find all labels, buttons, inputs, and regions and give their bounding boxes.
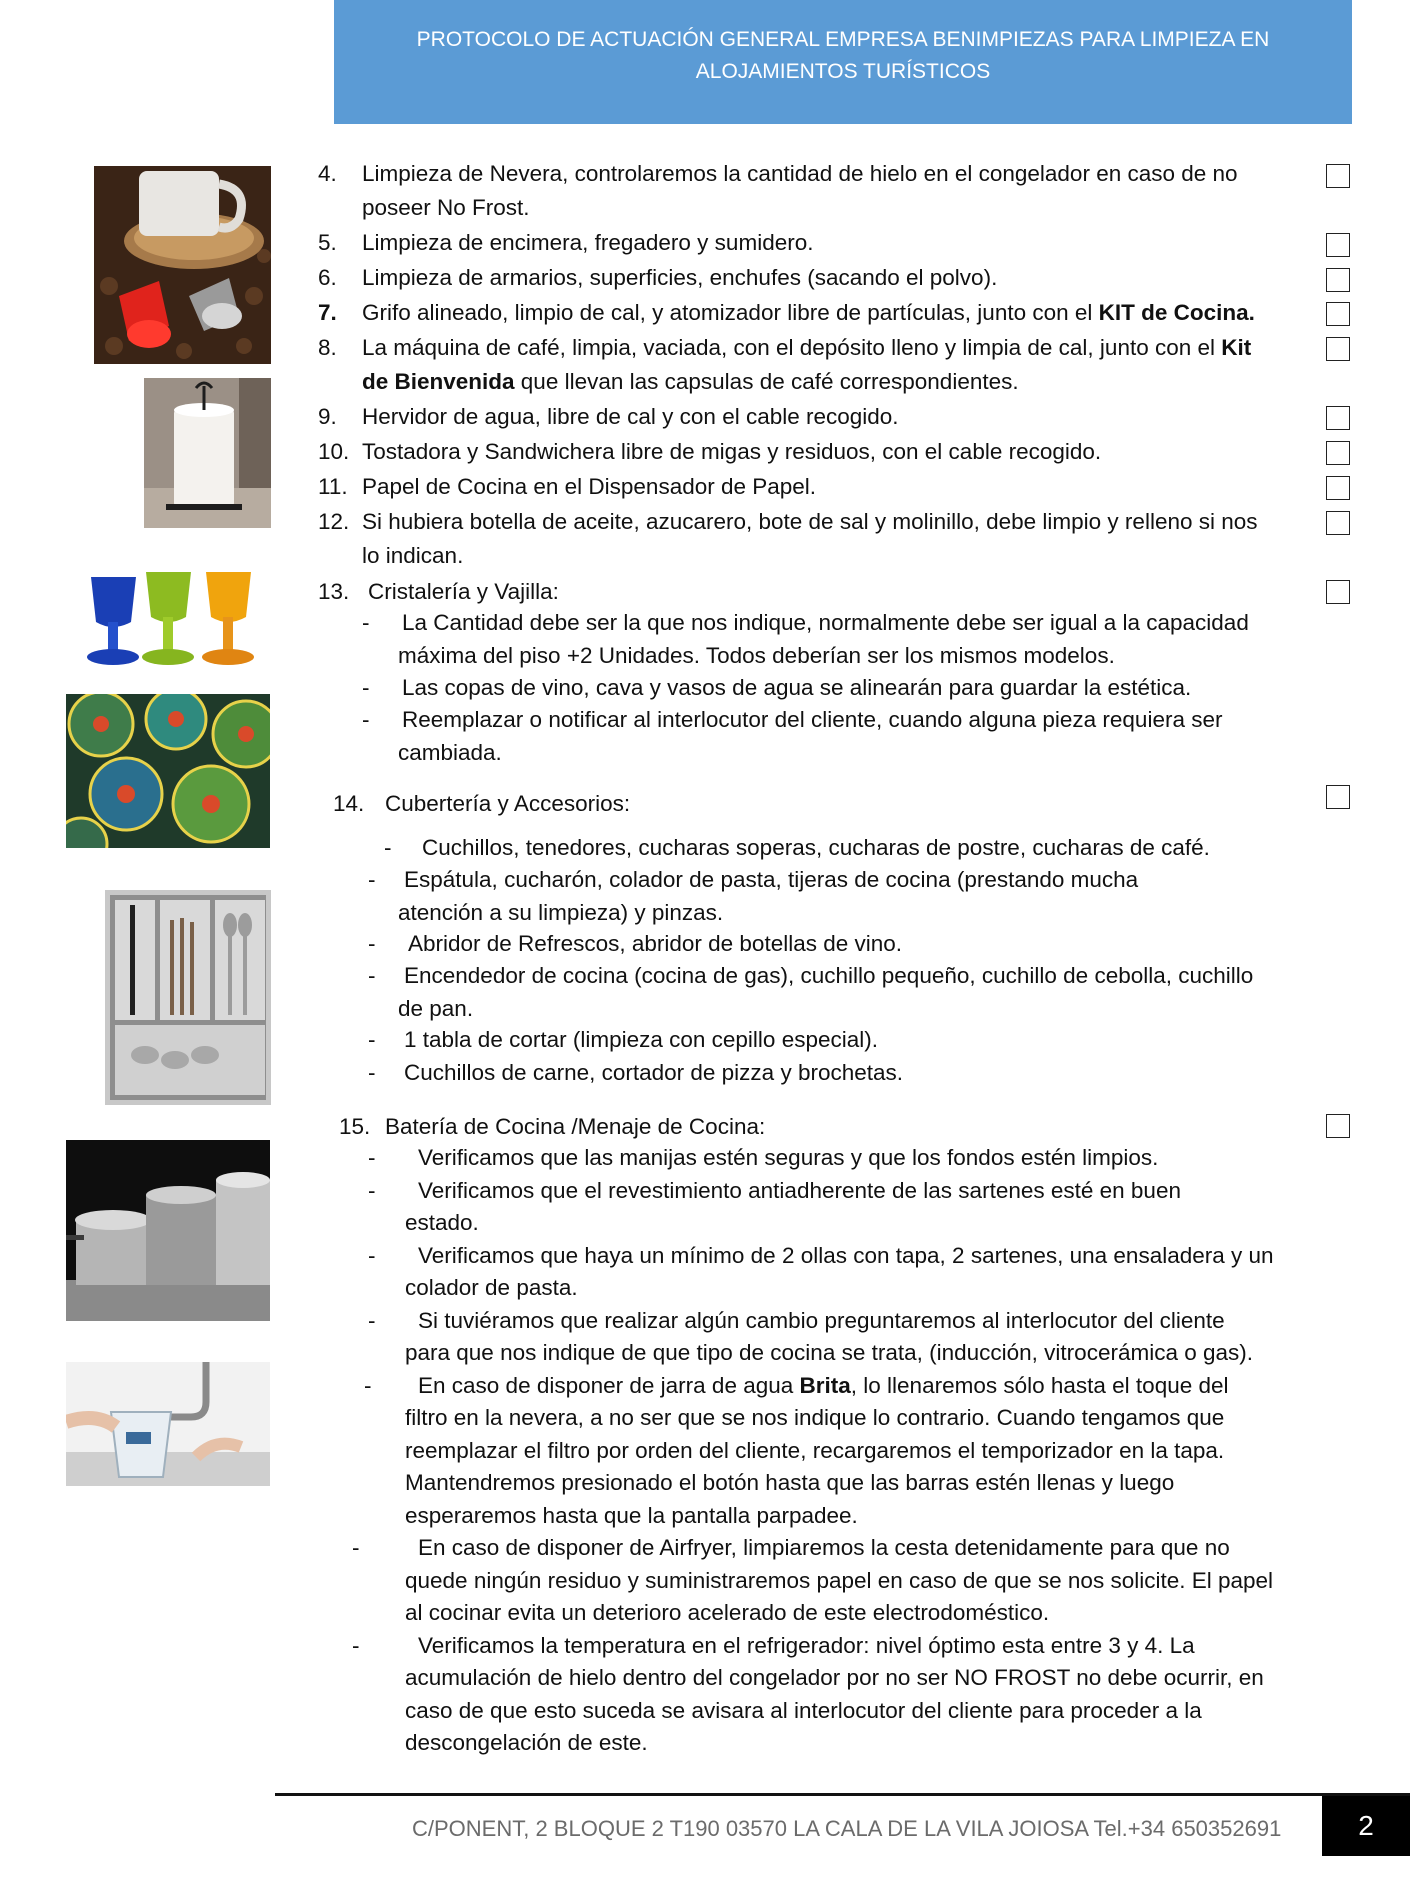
bullet-text-cont: caso de que esto suceda se avisara al interlocutor del cliente para proceder a la bbox=[405, 1697, 1202, 1723]
s13-bullet-3: - Reemplazar o notificar al interlocutor del cliente, cuando alguna pieza requiera ser cambiada. bbox=[362, 704, 1322, 769]
checklist-item-11 bbox=[318, 470, 1318, 504]
bullet-text-cont: acumulación de hielo dentro del congelador por no ser NO FROST no debe ocurrir, en bbox=[405, 1665, 1264, 1690]
bullet-text-cont: Mantendremos presionado el botón hasta que las barras estén llenas y luego bbox=[405, 1470, 1175, 1495]
checkbox-item-5[interactable] bbox=[1326, 233, 1350, 257]
bullet-text-cont: colador de pasta. bbox=[405, 1275, 578, 1300]
item-number: 13. bbox=[318, 579, 350, 604]
cutlery-drawer-photo bbox=[105, 890, 271, 1105]
s15-bullet-7: - Verificamos la temperatura en el refrigerador: nivel óptimo esta entre 3 y 4. La acumulación de hielo dentro del congelador por no ser NO FROST no debe ocurrir, en caso de que esto suceda se avisara al interlocutor del cliente para proceder a la descongelación de este. bbox=[352, 1630, 1330, 1760]
s15-bullet-1: - Verificamos que las manijas estén seguras y que los fondos estén limpios. bbox=[368, 1142, 1330, 1175]
section-14-title bbox=[333, 787, 1233, 821]
footer-address: C/PONENT, 2 BLOQUE 2 T190 03570 LA CALA DE LA VILA JOIOSA Tel.+34 650352691 bbox=[412, 1816, 1282, 1841]
checklist-item-13 bbox=[318, 575, 1318, 609]
header-title-line1: PROTOCOLO DE ACTUACIÓN GENERAL EMPRESA BENIMPIEZAS PARA LIMPIEZA EN bbox=[416, 28, 1270, 51]
item-number: 5. bbox=[318, 230, 337, 255]
bullet-text-cont: máxima del piso +2 Unidades. Todos deberían ser los mismos modelos. bbox=[398, 642, 1115, 668]
checklist-item-9 bbox=[318, 400, 1318, 434]
s15-bullet-4: - Si tuviéramos que realizar algún cambio preguntaremos al interlocutor del cliente para que nos indique de que tipo de cocina se trata, (inducción, vitrocerámica o gas). bbox=[368, 1305, 1330, 1370]
item-text: Hervidor de agua, libre de cal y con el cable recogido. bbox=[362, 404, 899, 429]
s13-bullet-2: - Las copas de vino, cava y vasos de agua se alinearán para guardar la estética. bbox=[362, 672, 1322, 705]
bullet-text-cont: reemplazar el filtro por orden del cliente, recargaremos el temporizador en la tapa. bbox=[405, 1437, 1225, 1463]
bullet-text: Encendedor de cocina (cocina de gas), cuchillo pequeño, cuchillo de cebolla, cuchillo bbox=[404, 963, 1254, 988]
checkbox-section-15[interactable] bbox=[1326, 1114, 1350, 1138]
item-text-cont: lo indican. bbox=[362, 543, 464, 568]
s14-bullet-1: - Cuchillos, tenedores, cucharas soperas, cucharas de postre, cucharas de café. bbox=[384, 832, 1324, 865]
section-title: Cubertería y Accesorios: bbox=[385, 791, 631, 816]
item-text: La máquina de café, limpia, vaciada, con el depósito lleno y limpia de cal, junto con el Kit bbox=[362, 335, 1252, 360]
bullet-text-cont: quede ningún residuo y suministraremos papel en caso de que se nos solicite. El papel bbox=[405, 1567, 1274, 1593]
checkbox-item-7[interactable] bbox=[1326, 302, 1350, 326]
s14-bullet-5: - 1 tabla de cortar (limpieza con cepillo especial). bbox=[368, 1024, 1318, 1057]
item-number: 8. bbox=[318, 335, 337, 360]
kit-label: Kit bbox=[1221, 335, 1252, 360]
item-text: Limpieza de armarios, superficies, enchufes (sacando el polvo). bbox=[362, 265, 998, 290]
decorated-plates-photo bbox=[66, 694, 270, 848]
colored-glasses-photo bbox=[66, 542, 270, 677]
checkbox-item-6[interactable] bbox=[1326, 268, 1350, 292]
item-text: Papel de Cocina en el Dispensador de Papel. bbox=[362, 474, 817, 499]
bullet-text-cont: filtro en la nevera, a no ser que se nos indique lo contrario. Cuando tengamos que bbox=[405, 1405, 1225, 1430]
checklist-item-4 bbox=[318, 157, 1318, 225]
item-text: Cristalería y Vajilla: bbox=[368, 579, 559, 604]
bullet-text-cont: al cocinar evita un deterioro acelerado de este electrodoméstico. bbox=[405, 1600, 1050, 1625]
item-number: 14. bbox=[333, 791, 365, 816]
item-number: 9. bbox=[318, 404, 337, 429]
bullet-text: Cuchillos de carne, cortador de pizza y brochetas. bbox=[404, 1060, 904, 1085]
s15-bullet-6: - En caso de disponer de Airfryer, limpiaremos la cesta detenidamente para que no quede ningún residuo y suministraremos papel en caso de que se nos solicite. El papel al cocinar evita un deterioro acelerado de este electrodoméstico. bbox=[352, 1532, 1330, 1630]
checkbox-item-13[interactable] bbox=[1326, 580, 1350, 604]
paper-towel-holder-photo bbox=[144, 378, 271, 528]
bullet-text: Verificamos que haya un mínimo de 2 ollas con tapa, 2 sartenes, una ensaladera y un bbox=[418, 1242, 1274, 1268]
s14-bullet-3: - Abridor de Refrescos, abridor de botellas de vino. bbox=[368, 928, 1318, 961]
bullet-text: Si tuviéramos que realizar algún cambio preguntaremos al interlocutor del cliente bbox=[418, 1307, 1225, 1333]
bullet-text: Verificamos que el revestimiento antiadherente de las sartenes esté en buen bbox=[418, 1177, 1181, 1203]
item-number: 15. bbox=[339, 1114, 371, 1139]
water-jug-photo bbox=[66, 1362, 270, 1486]
item-text: Limpieza de encimera, fregadero y sumidero. bbox=[362, 230, 814, 255]
item-number: 12. bbox=[318, 509, 350, 534]
bullet-text-cont: de pan. bbox=[398, 995, 474, 1021]
checklist-item-6 bbox=[318, 261, 1318, 295]
checkbox-item-8[interactable] bbox=[1326, 337, 1350, 361]
checklist-item-12 bbox=[318, 505, 1323, 573]
bienvenida-label: de Bienvenida bbox=[362, 369, 515, 394]
item-number: 7. bbox=[318, 300, 337, 325]
bullet-text-cont: atención a su limpieza) y pinzas. bbox=[398, 899, 724, 925]
checkbox-item-10[interactable] bbox=[1326, 441, 1350, 465]
bullet-text: En caso de disponer de Airfryer, limpiaremos la cesta detenidamente para que no bbox=[418, 1535, 1230, 1560]
s15-bullet-3: - Verificamos que haya un mínimo de 2 ollas con tapa, 2 sartenes, una ensaladera y un colador de pasta. bbox=[368, 1240, 1330, 1305]
bullet-text: Verificamos la temperatura en el refrigerador: nivel óptimo esta entre 3 y 4. La bbox=[418, 1632, 1195, 1658]
bullet-text: Cuchillos, tenedores, cucharas soperas, cucharas de postre, cucharas de café. bbox=[422, 835, 1210, 860]
bullet-text-cont: para que nos indique de que tipo de cocina se trata, (inducción, vitrocerámica o gas). bbox=[405, 1340, 1254, 1365]
pots-pans-photo bbox=[66, 1140, 270, 1321]
item-text-cont: de Bienvenida que llevan las capsulas de café correspondientes. bbox=[362, 369, 1019, 394]
checklist-item-10 bbox=[318, 435, 1318, 469]
bullet-text: La Cantidad debe ser la que nos indique, normalmente debe ser igual a la capacidad bbox=[402, 610, 1249, 635]
bullet-text: Las copas de vino, cava y vasos de agua se alinearán para guardar la estética. bbox=[402, 675, 1192, 700]
item-number: 6. bbox=[318, 265, 337, 290]
item-text: Limpieza de Nevera, controlaremos la cantidad de hielo en el congelador en caso de no bbox=[362, 161, 1238, 186]
item-text: Si hubiera botella de aceite, azucarero, bote de sal y molinillo, debe limpio y relleno si nos bbox=[362, 509, 1258, 534]
footer-rule bbox=[275, 1793, 1410, 1796]
checklist-item-5 bbox=[318, 226, 1318, 260]
checklist-item-7 bbox=[318, 296, 1318, 330]
s14-bullet-4: - Encendedor de cocina (cocina de gas), cuchillo pequeño, cuchillo de cebolla, cuchillo de pan. bbox=[368, 960, 1318, 1025]
s13-bullet-1: - La Cantidad debe ser la que nos indique, normalmente debe ser igual a la capacidad máxima del piso +2 Unidades. Todos deberían ser los mismos modelos. bbox=[362, 607, 1322, 672]
item-number: 10. bbox=[318, 439, 350, 464]
bullet-text: Espátula, cucharón, colador de pasta, tijeras de cocina (prestando mucha bbox=[404, 867, 1139, 892]
bullet-text-cont: cambiada. bbox=[398, 739, 502, 765]
section-15-title bbox=[339, 1110, 1239, 1144]
bullet-text-cont: estado. bbox=[405, 1210, 479, 1235]
bullet-text: En caso de disponer de jarra de agua Brita, lo llenaremos sólo hasta el toque del bbox=[418, 1372, 1229, 1398]
bullet-text: 1 tabla de cortar (limpieza con cepillo especial). bbox=[404, 1027, 878, 1052]
item-text: Grifo alineado, limpio de cal, y atomizador libre de partículas, junto con el KIT de Cocina. bbox=[362, 300, 1255, 325]
section-title: Batería de Cocina /Menaje de Cocina: bbox=[385, 1114, 766, 1139]
coffee-cup-capsules-photo bbox=[94, 166, 271, 364]
checklist-item-8 bbox=[318, 331, 1318, 399]
checkbox-item-11[interactable] bbox=[1326, 476, 1350, 500]
item-number: 4. bbox=[318, 161, 337, 186]
bullet-text-cont: descongelación de este. bbox=[405, 1730, 648, 1755]
bullet-text: Verificamos que las manijas estén seguras y que los fondos estén limpios. bbox=[418, 1145, 1159, 1170]
checkbox-item-9[interactable] bbox=[1326, 406, 1350, 430]
s14-bullet-2: - Espátula, cucharón, colador de pasta, tijeras de cocina (prestando mucha atención a su limpieza) y pinzas. bbox=[368, 864, 1318, 929]
checkbox-section-14[interactable] bbox=[1326, 785, 1350, 809]
item-text: Tostadora y Sandwichera libre de migas y residuos, con el cable recogido. bbox=[362, 439, 1102, 464]
header-title-line2: ALOJAMIENTOS TURÍSTICOS bbox=[695, 60, 991, 83]
kit-cocina-label: KIT de Cocina. bbox=[1098, 300, 1255, 325]
s15-bullet-2: - Verificamos que el revestimiento antiadherente de las sartenes esté en buen estado. bbox=[368, 1175, 1330, 1240]
checkbox-item-4[interactable] bbox=[1326, 164, 1350, 188]
brita-label: Brita bbox=[799, 1372, 851, 1398]
page-header bbox=[334, 0, 1352, 124]
s14-bullet-6: - Cuchillos de carne, cortador de pizza y brochetas. bbox=[368, 1057, 1318, 1090]
s15-bullet-5: - En caso de disponer de jarra de agua Brita, lo llenaremos sólo hasta el toque del filtro en la nevera, a no ser que se nos indique lo contrario. Cuando tengamos que reemplazar el filtro por orden del cliente, recargaremos el temporizador en la tapa. Mantendremos presionado el botón hasta que las barras estén llenas y luego esperaremos hasta que la pantalla parpadee. bbox=[364, 1370, 1330, 1533]
page-number: 2 bbox=[1322, 1796, 1410, 1856]
item-number: 11. bbox=[318, 474, 348, 499]
bullet-text: Abridor de Refrescos, abridor de botellas de vino. bbox=[408, 931, 903, 956]
bullet-text: Reemplazar o notificar al interlocutor del cliente, cuando alguna pieza requiera ser bbox=[402, 707, 1223, 732]
checkbox-item-12[interactable] bbox=[1326, 511, 1350, 535]
item-text-cont: poseer No Frost. bbox=[362, 195, 530, 220]
bullet-text-cont: esperaremos hasta que la pantalla parpadee. bbox=[405, 1502, 858, 1528]
